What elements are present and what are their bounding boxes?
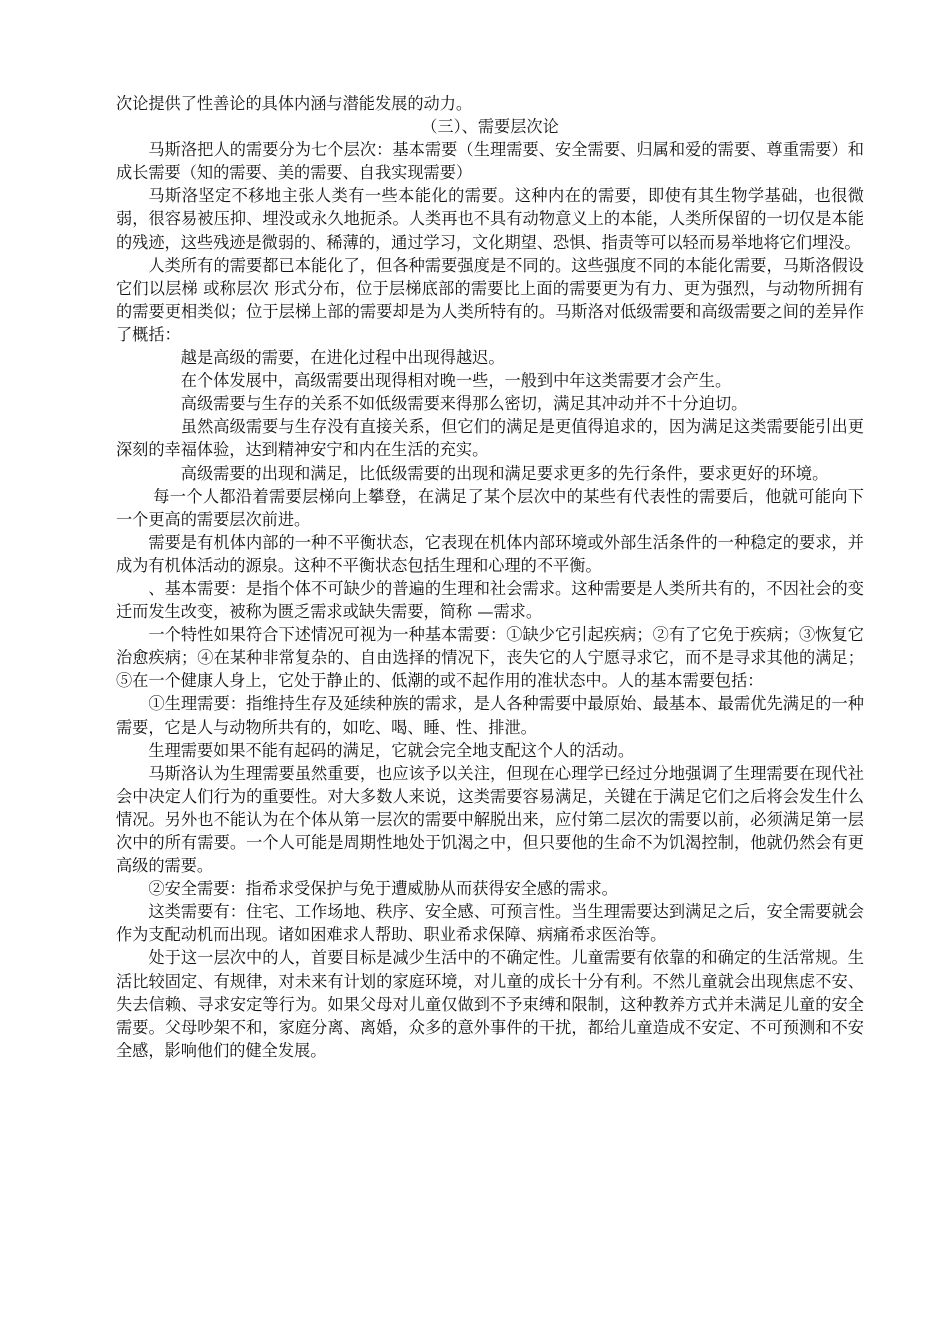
paragraph-children-safety: 处于这一层次中的人，首要目标是减少生活中的不确定性。儿童需要有依靠的和确定的生活常规。生活比较固定、有规律，对未来有计划的家庭环境，对儿童的成长十分有利。不然儿童就会出现焦虑不安、失去信赖、寻求安定等行为。如果父母对儿童仅做到不予束缚和限制，这种教养方式并未满足儿童的安全需要。父母吵架不和，家庭分离、离婚，众多的意外事件的干扰，都给儿童造成不安定、不可预测和不安全感，影响他们的健全发展。 xyxy=(116,948,864,1060)
paragraph-safety-examples: 这类需要有：住宅、工作场地、秩序、安全感、可预言性。当生理需要达到满足之后，安全需要就会作为支配动机而出现。诸如困难求人帮助、职业希求保障、病痛希求医治等。 xyxy=(116,902,864,945)
document-page xyxy=(116,92,864,1062)
paragraph-safety-needs: ②安全需要：指希求受保护与免于遭威胁从而获得安全感的需求。 xyxy=(148,879,618,899)
list-item-preconditions: 高级需要的出现和满足，比低级需要的出现和满足要求更多的先行条件，要求更好的环境。 xyxy=(180,463,829,483)
paragraph-need-definition: 需要是有机体内部的一种不平衡状态，它表现在机体内部环境或外部生活条件的一种稳定的要求，并成为有机体活动的源泉。这种不平衡状态包括生理和心理的不平衡。 xyxy=(116,532,864,575)
paragraph-basic-need-criteria: 一个特性如果符合下述情况可视为一种基本需要：①缺少它引起疾病；②有了它免于疾病；③恢复它治愈疾病；④在某种非常复杂的、自由选择的情况下，丧失它的人宁愿寻求它，而不是寻求其他的满足；⑤在一个健康人身上，它处于静止的、低潮的或不起作用的准状态中。人的基本需要包括： xyxy=(116,625,864,691)
paragraph-climbing-ladder: 每一个人都沿着需要层梯向上攀登，在满足了某个层次中的某些有代表性的需要后，他就可能向下一个更高的需要层次前进。 xyxy=(116,486,864,529)
paragraph-intro-continuation: 次论提供了性善论的具体内涵与潜能发展的动力。 xyxy=(116,94,473,113)
paragraph-physiological-dominance: 生理需要如果不能有起码的满足，它就会完全地支配这个人的活动。 xyxy=(148,740,635,760)
paragraph-basic-needs: 、基本需要：是指个体不可缺少的普遍的生理和社会需求。这种需要是人类所共有的，不因社会的变迁而发生改变，被称为匮乏需求或缺失需要，简称 —需求。 xyxy=(116,578,864,622)
list-item-evolution: 越是高级的需要，在进化过程中出现得越迟。 xyxy=(180,348,505,368)
paragraph-hierarchy-strength: 人类所有的需要都已本能化了，但各种需要强度是不同的。这些强度不同的本能化需要，马斯洛假设它们以层梯 或称层次 形式分布，位于层梯底部的需要比上面的需要更为有力、更为强烈，与动物所拥有的需要更相类似；位于层梯上部的需要却是为人类所特有的。马斯洛对低级需要和高级需要之间的差异作了概括： xyxy=(116,255,864,344)
section-heading: （三）、需要层次论 xyxy=(421,117,559,137)
paragraph-seven-levels: 马斯洛把人的需要分为七个层次：基本需要（生理需要、安全需要、归属和爱的需要、尊重需要）和成长需要（知的需要、美的需要、自我实现需要） xyxy=(116,140,864,183)
list-item-survival: 高级需要与生存的关系不如低级需要来得那么密切，满足其冲动并不十分迫切。 xyxy=(180,394,748,414)
paragraph-maslow-physiological-view: 马斯洛认为生理需要虽然重要，也应该予以关注，但现在心理学已经过分地强调了生理需要在现代社会中决定人们行为的重要性。对大多数人来说，这类需要容易满足，关键在于满足它们之后将会发生什么情况。另外也不能认为在个体从第一层次的需要中解脱出来，应付第二层次的需要以前，必须满足第一层次中的所有需要。一个人可能是周期性地处于饥渴之中，但只要他的生命不为饥渴控制，他就仍然会有更高级的需要。 xyxy=(116,763,864,876)
paragraph-instinctoid-needs: 马斯洛坚定不移地主张人类有一些本能化的需要。这种内在的需要，即使有其生物学基础，也很微弱，很容易被压抑、埋没或永久地扼杀。人类再也不具有动物意义上的本能，人类所保留的一切仅是本能的残迹，这些残迹是微弱的、稀薄的，通过学习，文化期望、恐惧、指责等可以轻而易举地将它们埋没。 xyxy=(116,186,864,252)
list-item-individual-development: 在个体发展中，高级需要出现得相对晚一些，一般到中年这类需要才会产生。 xyxy=(180,371,732,391)
paragraph-physiological-needs: ①生理需要：指维持生存及延续种族的需求，是人各种需要中最原始、最基本、最需优先满足的一种需要，它是人与动物所共有的，如吃、喝、睡、性、排泄。 xyxy=(116,694,864,737)
list-item-happiness: 虽然高级需要与生存没有直接关系，但它们的满足是更值得追求的，因为满足这类需要能引出更深刻的幸福体验，达到精神安宁和内在生活的充实。 xyxy=(116,417,864,460)
